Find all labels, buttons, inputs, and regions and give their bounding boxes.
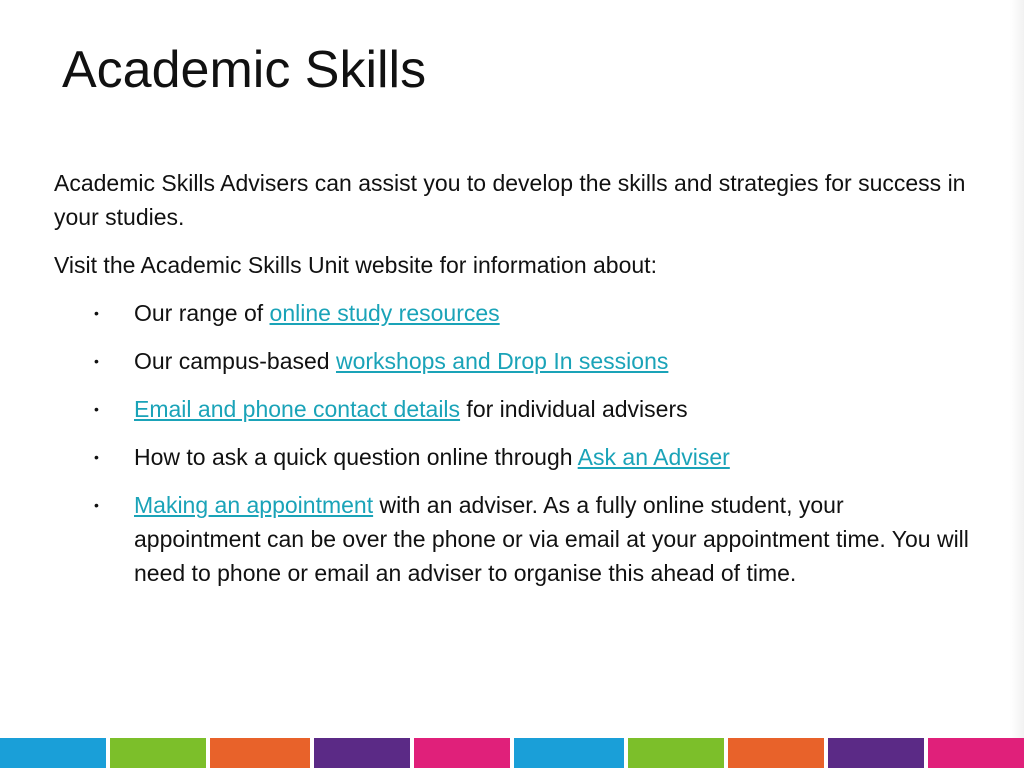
ask-an-adviser-link[interactable]: Ask an Adviser: [577, 444, 730, 470]
bullet-icon: •: [94, 449, 99, 465]
slide-content: [54, 166, 974, 604]
color-bar-segment: [0, 738, 106, 768]
color-bar-segment: [514, 738, 624, 768]
workshops-drop-in-link[interactable]: workshops and Drop In sessions: [335, 348, 669, 374]
color-bar-segment: [928, 738, 1024, 768]
color-bar-segment: [314, 738, 410, 768]
bullet-icon: •: [94, 497, 99, 513]
bullet-text: Our range of: [134, 300, 270, 326]
bullet-icon: •: [94, 305, 99, 321]
intro-paragraph: Academic Skills Advisers can assist you to develop the skills and strategies for success in your studies.: [54, 170, 966, 230]
bullet-icon: •: [94, 353, 99, 369]
making-appointment-link[interactable]: Making an appointment: [134, 492, 374, 518]
right-edge-decoration: [1010, 0, 1024, 738]
bullet-text: Our campus-based: [134, 348, 336, 374]
bullet-text: How to ask a quick question online through: [134, 444, 578, 470]
color-bar-segment: [210, 738, 310, 768]
bullet-item-appointment: [54, 488, 974, 590]
bullet-icon: •: [94, 401, 99, 417]
color-bar-segment: [414, 738, 510, 768]
bullet-item-online-resources: [54, 296, 974, 330]
bullet-item-contact-details: [54, 392, 974, 426]
contact-details-link[interactable]: Email and phone contact details: [134, 396, 461, 422]
color-bar-segment: [728, 738, 824, 768]
bullet-item-ask-adviser: [54, 440, 974, 474]
bullet-list: [54, 296, 974, 590]
color-bar-segment: [628, 738, 724, 768]
color-bar-segment: [110, 738, 206, 768]
online-study-resources-link[interactable]: online study resources: [269, 300, 500, 326]
bullet-text: with an adviser. As a fully online student, your appointment can be over the phone or via email at your appointment time. You will need to phone or email an adviser to organise this ahead of time.: [134, 492, 969, 586]
bullet-text: for individual advisers: [460, 396, 688, 422]
color-bar-segment: [828, 738, 924, 768]
bullet-item-workshops: [54, 344, 974, 378]
color-bar-footer: [0, 738, 1024, 768]
slide-title: Academic Skills: [62, 41, 427, 99]
visit-paragraph: Visit the Academic Skills Unit website for information about:: [54, 252, 657, 278]
